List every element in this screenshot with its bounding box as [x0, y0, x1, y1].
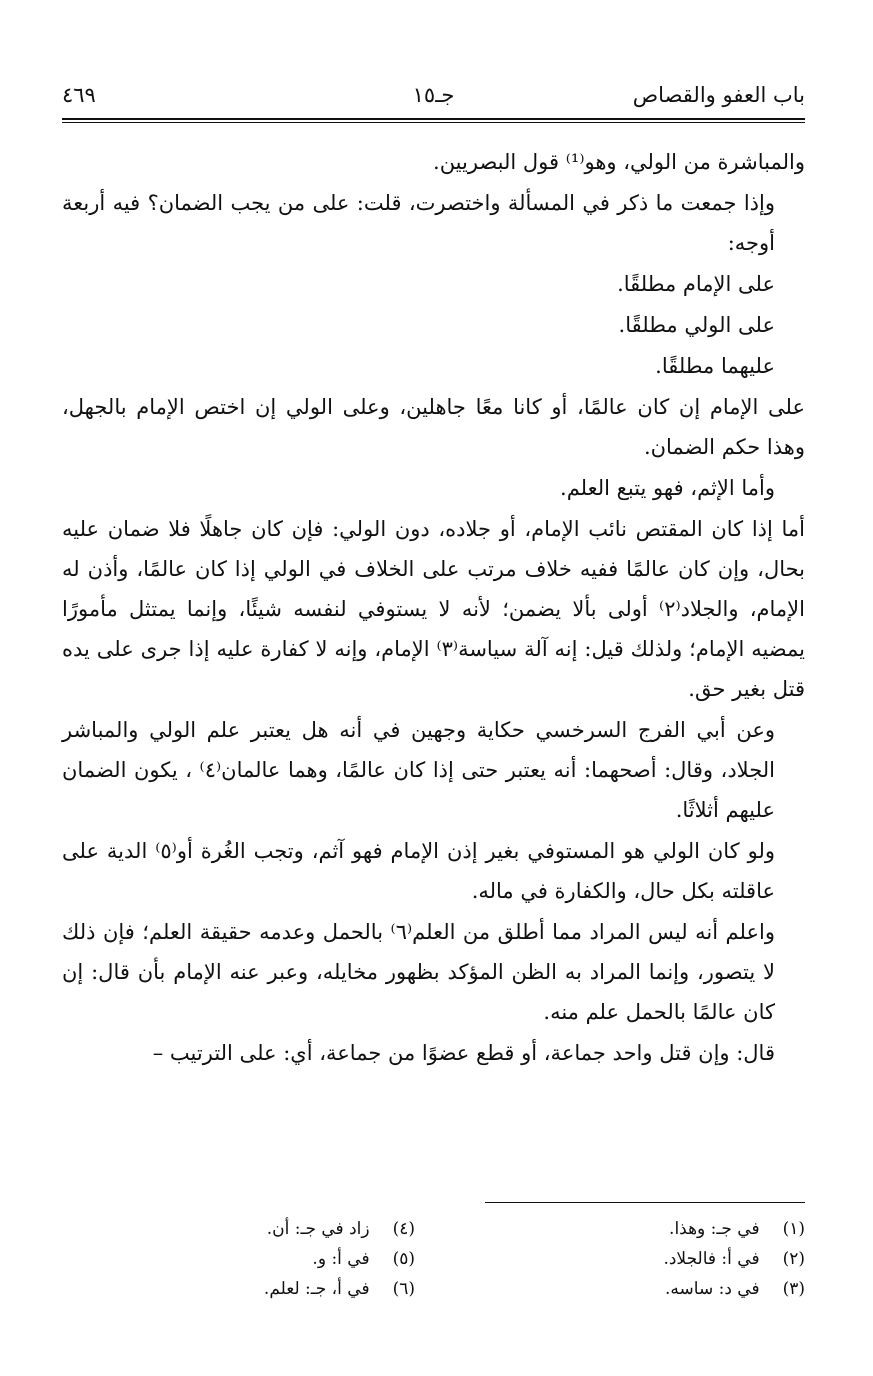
- paragraph: وإذا جمعت ما ذكر في المسألة واختصرت، قلت: على من يجب الضمان؟ فيه أربعة أوجه:: [62, 191, 775, 255]
- paragraph: ولو كان الولي هو المستوفي بغير إذن الإمام فهو آثم، وتجب الغُرة أو⁽٥⁾ الدية على عاقلته بكل حال، والكفارة في ماله.: [62, 839, 775, 903]
- footnote: [445, 1274, 805, 1304]
- paragraph: واعلم أنه ليس المراد مما أطلق من العلم⁽٦⁾ بالحمل وعدمه حقيقة العلم؛ فإن ذلك لا يتصور، وإنما المراد به الظن المؤكد بظهور مخايله، وعبر عنه الإمام بأن قال: إن كان عالمًا بالحمل علم منه.: [62, 920, 775, 1024]
- volume-label: جـ١٥: [412, 83, 455, 107]
- paragraph: على الولي مطلقًا.: [618, 313, 775, 337]
- paragraph: عليهما مطلقًا.: [655, 354, 775, 378]
- footnote-text: في أ: فالجلاد.: [663, 1249, 760, 1269]
- footnote-number: (٣): [782, 1279, 805, 1299]
- footnote-column-right: [445, 1214, 805, 1304]
- paragraph: والمباشرة من الولي، وهو⁽¹⁾ قول البصريين.: [433, 150, 805, 174]
- footnote-text: في د: ساسه.: [665, 1279, 760, 1299]
- footnote-text: زاد في جـ: أن.: [266, 1219, 370, 1239]
- paragraph: وأما الإثم، فهو يتبع العلم.: [560, 476, 775, 500]
- paragraph: على الإمام إن كان عالمًا، أو كانا معًا جاهلين، وعلى الولي إن اختص الإمام بالجهل، وهذا حكم الضمان.: [62, 395, 805, 459]
- paragraph: قال: وإن قتل واحد جماعة، أو قطع عضوًا من جماعة، أي: على الترتيب –: [152, 1041, 775, 1065]
- main-text: [62, 142, 805, 1074]
- page-header: [62, 80, 805, 116]
- header-rule-thick: [62, 118, 805, 120]
- chapter-title: باب العفو والقصاص: [632, 83, 805, 107]
- footnote-number: (٦): [392, 1279, 415, 1299]
- page-number: ٤٦٩: [62, 83, 96, 107]
- paragraph: على الإمام مطلقًا.: [617, 272, 775, 296]
- footnote: [55, 1214, 415, 1244]
- paragraph: أما إذا كان المقتص نائب الإمام، أو جلاده، دون الولي: فإن كان جاهلًا فلا ضمان عليه بحال، وإن كان عالمًا ففيه خلاف مرتب على الخلاف في الولي إذا كان عالمًا، وأذن له الإمام، والجلاد⁽٢⁾ أولى بألا يضمن؛ لأنه لا يستوفي لنفسه شيئًا، وإنما يمتثل مأمورًا يمضيه الإمام؛ ولذلك قيل: إنه آلة سياسة⁽٣⁾ الإمام، وإنه لا كفارة عليه إذا جرى على يده قتل بغير حق.: [62, 517, 806, 701]
- header-rule-thin: [62, 122, 805, 123]
- footnote-separator: [485, 1202, 805, 1203]
- footnote-number: (٤): [392, 1219, 415, 1239]
- footnote-text: في أ: و.: [312, 1249, 370, 1269]
- footnote-column-left: [55, 1214, 415, 1304]
- footnote: [55, 1274, 415, 1304]
- footnote: [445, 1214, 805, 1244]
- footnote-number: (٥): [392, 1249, 415, 1269]
- footnote-text: في جـ: وهذا.: [669, 1219, 760, 1239]
- footnote: [445, 1244, 805, 1274]
- footnote-number: (٢): [782, 1249, 805, 1269]
- paragraph: وعن أبي الفرج السرخسي حكاية وجهين في أنه هل يعتبر علم الولي والمباشر الجلاد، وقال: أصحهما: أنه يعتبر حتى إذا كان عالمًا، وهما عالمان⁽٤⁾ ، يكون الضمان عليهم أثلاثًا.: [62, 718, 775, 822]
- footnote: [55, 1244, 415, 1274]
- footnote-number: (١): [782, 1219, 805, 1239]
- footnote-text: في أ، جـ: لعلم.: [263, 1279, 370, 1299]
